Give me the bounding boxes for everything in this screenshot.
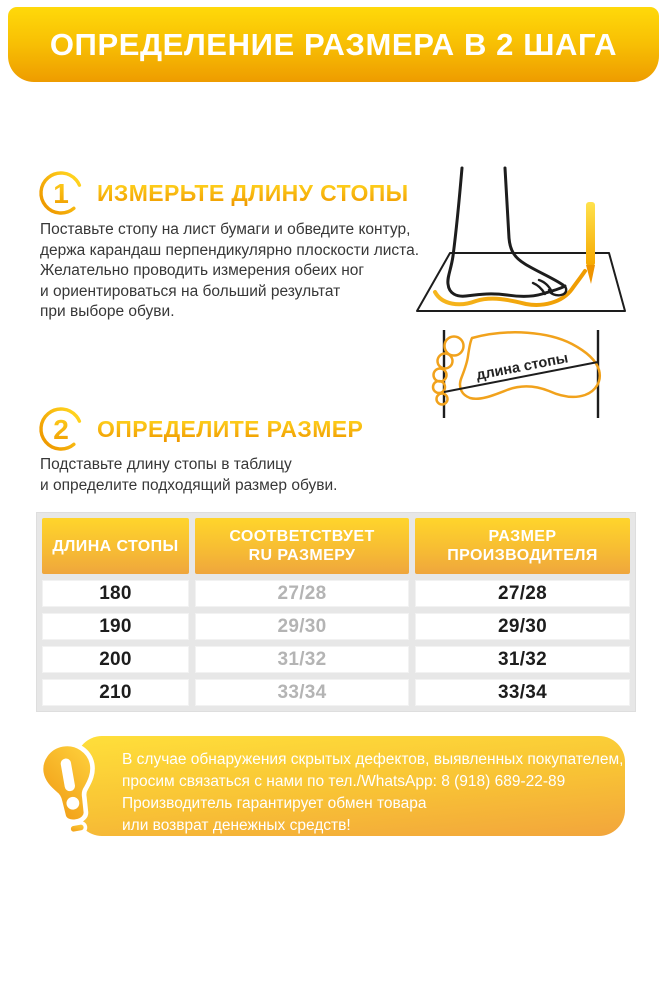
- table-row: [42, 580, 630, 607]
- step-2-number: 2: [53, 414, 69, 445]
- cell-manufacturer-size: 27/28: [415, 580, 630, 607]
- warranty-note: [76, 736, 625, 836]
- warranty-line: В случае обнаружения скрытых дефектов, выявленных покупателем,: [122, 751, 624, 768]
- cell-manufacturer-size: 29/30: [415, 613, 630, 640]
- step-1-number: 1: [53, 178, 69, 209]
- table-row: [42, 679, 630, 706]
- step-2-title: ОПРЕДЕЛИТЕ РАЗМЕР: [97, 415, 364, 442]
- warranty-line: или возврат денежных средств!: [122, 817, 351, 834]
- header-line: РАЗМЕР: [488, 528, 557, 545]
- foot-length-label: длина стопы: [474, 350, 570, 384]
- header-line: ПРОИЗВОДИТЕЛЯ: [447, 547, 598, 564]
- lightbulb-icon: [37, 733, 103, 841]
- table-row: [42, 646, 630, 673]
- step-1-header: [38, 170, 409, 216]
- foot-length-illustration: [424, 324, 667, 424]
- step-1-line: и ориентироваться на больший результат: [40, 282, 341, 300]
- cell-foot-length: 190: [42, 613, 189, 640]
- step-1-line: при выборе обуви.: [40, 303, 175, 320]
- cell-manufacturer-size: 33/34: [415, 679, 630, 706]
- cell-manufacturer-size: 31/32: [415, 646, 630, 673]
- header-ru-size: [195, 518, 409, 574]
- table-header-row: [42, 518, 630, 574]
- cell-ru-size: 31/32: [195, 646, 409, 673]
- size-table: [36, 512, 636, 712]
- step-2-line: Подставьте длину стопы в таблицу: [40, 456, 292, 473]
- banner: [8, 7, 659, 82]
- step-2-line: и определите подходящий размер обуви.: [40, 476, 338, 494]
- header-line: RU РАЗМЕРУ: [248, 547, 356, 564]
- cell-ru-size: 33/34: [195, 679, 409, 706]
- warranty-line: просим связаться с нами по тел./WhatsApp: 8 (918) 689-22-89: [122, 773, 566, 790]
- step-1-number-icon: [38, 170, 84, 216]
- header-line: СООТВЕТСТВУЕТ: [229, 528, 375, 545]
- header-foot-length: [42, 518, 189, 574]
- table-row: [42, 613, 630, 640]
- cell-foot-length: 180: [42, 580, 189, 607]
- cell-ru-size: 29/30: [195, 613, 409, 640]
- cell-foot-length: 210: [42, 679, 189, 706]
- page-title: ОПРЕДЕЛЕНИЕ РАЗМЕРА В 2 ШАГА: [49, 26, 618, 62]
- warranty-line: Производитель гарантирует обмен товара: [122, 795, 427, 812]
- step-2-description: [40, 455, 450, 496]
- step-2-header: [38, 406, 363, 452]
- step-1-line: Поставьте стопу на лист бумаги и обведите контур,: [40, 221, 411, 238]
- cell-ru-size: 27/28: [195, 580, 409, 607]
- step-1-title: ИЗМЕРЬТЕ ДЛИНУ СТОПЫ: [97, 179, 409, 206]
- header-line: ДЛИНА СТОПЫ: [52, 537, 179, 555]
- step-1-line: Желательно проводить измерения обеих ног: [40, 262, 365, 279]
- toe-circles: [433, 337, 464, 405]
- foot-measuring-illustration: [402, 158, 648, 318]
- table-body: [42, 580, 630, 706]
- cell-foot-length: 200: [42, 646, 189, 673]
- step-1-line: держа карандаш перпендикулярно плоскости листа.: [40, 241, 420, 259]
- header-manufacturer-size: [415, 518, 630, 574]
- step-2-number-icon: [38, 406, 84, 452]
- step-1-description: [40, 220, 450, 323]
